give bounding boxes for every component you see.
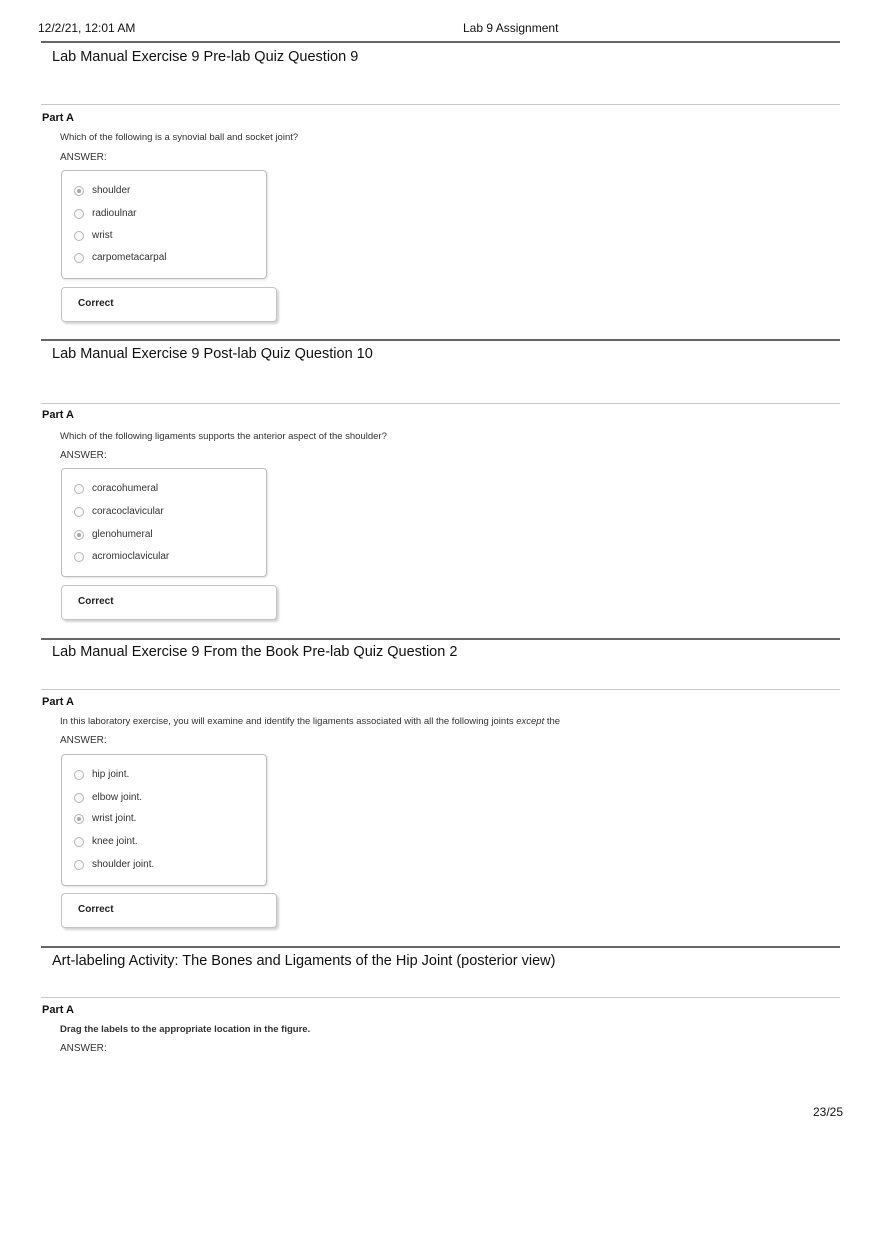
- feedback-box: [61, 585, 277, 620]
- feedback-text: Correct: [78, 904, 114, 915]
- radio-icon[interactable]: [74, 552, 84, 562]
- radio-selected-icon[interactable]: [74, 814, 84, 824]
- section-divider: [41, 638, 840, 640]
- answer-option[interactable]: [74, 483, 158, 494]
- option-label: acromioclavicular: [92, 551, 170, 562]
- question-title: Lab Manual Exercise 9 From the Book Pre-lab Quiz Question 2: [52, 644, 458, 660]
- section-divider: [41, 339, 840, 341]
- option-label: wrist joint.: [92, 813, 137, 824]
- part-divider: [41, 997, 840, 998]
- option-label: shoulder: [92, 185, 131, 196]
- part-label: Part A: [42, 696, 74, 708]
- part-divider: [41, 403, 840, 404]
- radio-icon[interactable]: [74, 507, 84, 517]
- answer-option[interactable]: [74, 836, 138, 847]
- radio-icon[interactable]: [74, 837, 84, 847]
- option-label: knee joint.: [92, 836, 138, 847]
- emphasis-text: except: [516, 716, 545, 727]
- answer-label: ANSWER:: [60, 450, 107, 461]
- question-text: Which of the following ligaments supports the anterior aspect of the shoulder?: [60, 431, 387, 442]
- feedback-box: [61, 287, 277, 322]
- print-title: Lab 9 Assignment: [463, 21, 559, 35]
- answer-label: ANSWER:: [60, 735, 107, 746]
- feedback-text: Correct: [78, 596, 114, 607]
- answer-option[interactable]: [74, 208, 136, 219]
- radio-icon[interactable]: [74, 253, 84, 263]
- option-label: elbow joint.: [92, 792, 143, 803]
- option-label: hip joint.: [92, 769, 130, 780]
- answer-option[interactable]: [74, 769, 129, 780]
- question-title: Art-labeling Activity: The Bones and Ligaments of the Hip Joint (posterior view): [52, 953, 556, 969]
- part-divider: [41, 104, 840, 105]
- part-label: Part A: [42, 112, 74, 124]
- answer-option[interactable]: [74, 813, 136, 824]
- section-divider: [41, 946, 840, 948]
- answer-option[interactable]: [74, 792, 142, 803]
- radio-icon[interactable]: [74, 209, 84, 219]
- radio-icon[interactable]: [74, 484, 84, 494]
- answer-option[interactable]: [74, 551, 169, 562]
- question-text: In this laboratory exercise, you will examine and identify the ligaments associated with all the following joints except the: [60, 716, 561, 727]
- part-label: Part A: [42, 1004, 74, 1016]
- option-label: shoulder joint.: [92, 859, 155, 870]
- option-label: radioulnar: [92, 208, 137, 219]
- radio-icon[interactable]: [74, 793, 84, 803]
- feedback-text: Correct: [78, 298, 114, 309]
- answer-label: ANSWER:: [60, 1043, 107, 1054]
- answer-option[interactable]: [74, 230, 113, 241]
- radio-icon[interactable]: [74, 231, 84, 241]
- answer-option[interactable]: [74, 859, 154, 870]
- answer-option[interactable]: [74, 529, 153, 540]
- print-datetime: 12/2/21, 12:01 AM: [38, 21, 136, 35]
- option-label: carpometacarpal: [92, 252, 167, 263]
- radio-icon[interactable]: [74, 770, 84, 780]
- option-label: wrist: [92, 230, 113, 241]
- option-label: coracoclavicular: [92, 506, 164, 517]
- question-text: Drag the labels to the appropriate location in the figure.: [60, 1024, 311, 1035]
- question-title: Lab Manual Exercise 9 Post-lab Quiz Question 10: [52, 346, 373, 362]
- radio-selected-icon[interactable]: [74, 186, 84, 196]
- answer-option[interactable]: [74, 506, 164, 517]
- answer-options: [61, 754, 267, 886]
- part-label: Part A: [42, 409, 74, 421]
- section-divider: [41, 41, 840, 43]
- answer-options: [61, 170, 267, 279]
- part-divider: [41, 689, 840, 690]
- radio-selected-icon[interactable]: [74, 530, 84, 540]
- answer-option[interactable]: [74, 252, 166, 263]
- feedback-box: [61, 893, 277, 928]
- answer-option[interactable]: [74, 185, 130, 196]
- answer-options: [61, 468, 267, 577]
- page-number: 23/25: [812, 1105, 843, 1119]
- option-label: glenohumeral: [92, 529, 153, 540]
- question-title: Lab Manual Exercise 9 Pre-lab Quiz Question 9: [52, 49, 359, 65]
- answer-label: ANSWER:: [60, 152, 107, 163]
- question-text: Which of the following is a synovial ball and socket joint?: [60, 132, 299, 143]
- option-label: coracohumeral: [92, 483, 159, 494]
- radio-icon[interactable]: [74, 860, 84, 870]
